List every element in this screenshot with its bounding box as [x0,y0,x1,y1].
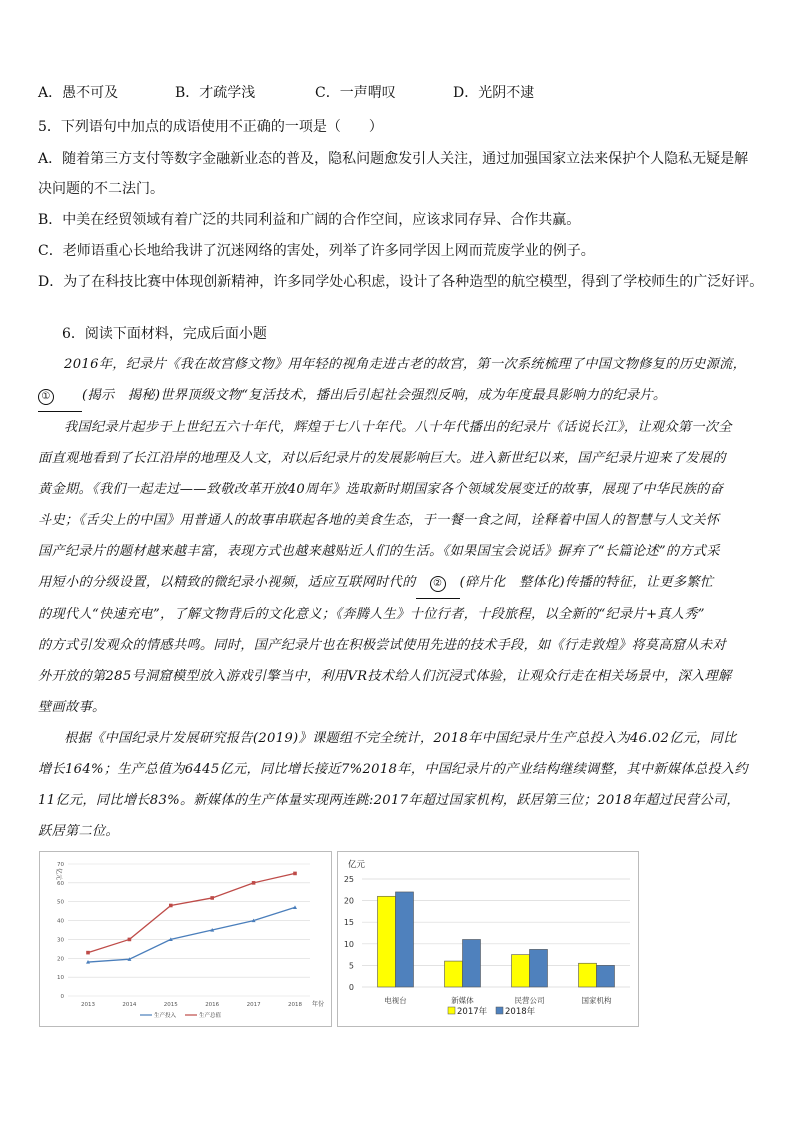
passage-line: 的方式引发观众的情感共鸣。同时，国产纪录片也在积极尝试使用先进的技术手段，如《行走敦煌》将莫高窟从未对 [38,638,726,653]
x-tick-label: 民营公司 [514,996,545,1005]
q5-option-d: D．为了在科技比赛中体现创新精神，许多同学处心积虑，设计了各种造型的航空模型，得到了学校师生的广泛好评。 [38,274,764,290]
x-tick-label: 国家机构 [581,996,612,1005]
q5-option-a-line2: 决问题的不二法门。 [38,181,164,197]
bar [445,961,463,987]
passage-text: 用短小的分级设置，以精致的微纪录小视频，适应互联网时代的 [38,575,416,590]
legend-label: 2017年 [457,1007,488,1017]
series-line-1 [88,907,295,962]
option-c: C．一声喟叹 [315,85,396,101]
q6-passage [38,349,758,847]
y-tick-label: 10 [343,939,354,949]
y-tick-label: 15 [343,918,354,928]
y-tick-label: 20 [343,896,354,906]
x-tick-label: 2016 [205,1002,220,1008]
passage-line: 外开放的第285号洞窟模型放入游戏引擎当中，利用VR技术给人们沉浸式体验，让观众行走在相关场景中，深入理解 [38,669,732,684]
y-tick-label: 30 [57,937,64,944]
bar-chart-frame [337,851,639,1027]
q5-option-a-line1: A．随着第三方支付等数字金融新业态的普及，隐私问题愈发引人关注，通过加强国家立法来保护个人隐私无疑是解 [38,151,749,167]
bar [579,963,597,987]
legend-label: 生产总值 [199,1013,222,1019]
passage-line: 面直观地看到了长江沿岸的地理及人文，对以后纪录片的发展影响巨大。进入新世纪以来，国产纪录片迎来了发展的 [38,451,726,466]
data-point [210,896,214,900]
passage-line [38,567,758,599]
passage-line: 黄金期。《我们一起走过——致敬改革开放40周年》选取新时期国家各个领域发展变迁的故事，展现了中华民族的奋 [38,482,724,497]
x-tick-label: 电视台 [384,996,407,1005]
y-tick-label: 70 [57,862,64,868]
line-chart-frame [39,851,332,1027]
blank-2[interactable] [416,567,460,599]
x-tick-label: 2017 [246,1002,261,1008]
blank-1-marker: ① [38,389,54,405]
x-tick-label: 2018 [288,1002,302,1008]
blank-1[interactable] [38,380,82,412]
x-tick-label: 新媒体 [451,996,474,1005]
data-point [169,904,173,908]
series-line-2 [88,873,295,952]
passage-line: 壁画故事。 [38,700,106,715]
passage-line: 11亿元，同比增长83%。新媒体的生产体量实现两连跳:2017年超过国家机构，跃居第三位；2018年超过民营公司， [38,793,740,808]
y-tick-label: 40 [57,918,64,925]
y-axis-label: 亿元 [55,868,62,881]
y-tick-label: 5 [348,961,354,971]
passage-line: 2016年，纪录片《我在故宫修文物》用年轻的视角走进古老的故宫，第一次系统梳理了中国文物修复的历史源流， [64,357,747,372]
q5-option-b: B．中美在经贸领域有着广泛的共同利益和广阔的合作空间，应该求同存异、合作共赢。 [38,212,581,228]
x-tick-label: 2015 [163,1002,178,1008]
data-point [293,872,297,876]
q6-stem: 6．阅读下面材料，完成后面小题 [62,326,267,342]
data-point [252,881,256,885]
legend-swatch [448,1007,455,1014]
bar [530,949,548,987]
bar [597,965,615,987]
legend-label: 生产投入 [154,1013,177,1019]
legend-label: 2018年 [505,1007,536,1017]
passage-line: 根据《中国纪录片发展研究报告(2019)》课题组不完全统计，2018年中国纪录片生产总投入为46.02亿元，同比 [64,731,737,746]
blank-2-marker: ② [430,576,446,592]
bar [463,939,481,987]
y-tick-label: 0 [60,994,64,1000]
data-point [86,951,90,955]
y-axis-label: 亿元 [348,860,366,870]
q5-option-c: C．老师语重心长地给我讲了沉迷网络的害处，列举了许多同学因上网而荒废学业的例子。 [38,243,595,259]
x-axis-label: 年份 [311,1001,325,1008]
passage-line: 国产纪录片的题材越来越丰富，表现方式也越来越贴近人们的生活。《如果国宝会说话》摒弃了“长篇论述”的方式采 [38,544,720,559]
x-tick-label: 2014 [122,1002,137,1008]
passage-line [38,380,758,412]
y-tick-label: 20 [57,956,64,963]
option-b: B．才疏学浅 [175,85,256,101]
passage-line: 增长164%；生产总值为6445亿元，同比增长接近7%2018年，中国纪录片的产业结构继续调整，其中新媒体总投入约 [38,762,748,777]
bar [378,896,396,987]
q5-stem: 5．下列语句中加点的成语使用不正确的一项是（ ） [38,119,383,135]
legend-swatch [496,1007,503,1014]
y-tick-label: 0 [348,983,354,992]
passage-line: 我国纪录片起步于上世纪五六十年代，辉煌于七八十年代。八十年代播出的纪录片《话说长江》，让观众第一次全 [64,420,732,435]
bar-chart [338,852,638,1026]
option-d: D．光阴不逮 [453,85,535,101]
line-chart [40,852,331,1026]
passage-text: (碎片化 整体化)传播的特征，让更多繁忙 [459,575,714,590]
option-a: A．愚不可及 [38,85,119,101]
x-tick-label: 2013 [81,1002,95,1008]
y-tick-label: 25 [343,875,354,884]
passage-line: 的现代人“快速充电”，了解文物背后的文化意义；《奔腾人生》十位行者，十段旅程，以全新的“纪录片+真人秀” [38,607,705,622]
y-tick-label: 60 [57,880,64,887]
bar [512,955,530,987]
passage-line: 跃居第二位。 [38,824,119,839]
data-point [128,938,132,942]
y-tick-label: 10 [57,975,64,982]
y-tick-label: 50 [57,899,64,906]
passage-text: (揭示 揭秘)世界顶级文物“复活技术，播出后引起社会强烈反响，成为年度最具影响力的纪录片。 [82,388,667,403]
passage-line: 斗史；《舌尖上的中国》用普通人的故事串联起各地的美食生态，于一餐一食之间，诠释着中国人的智慧与人文关怀 [38,513,720,528]
bar [396,892,414,987]
